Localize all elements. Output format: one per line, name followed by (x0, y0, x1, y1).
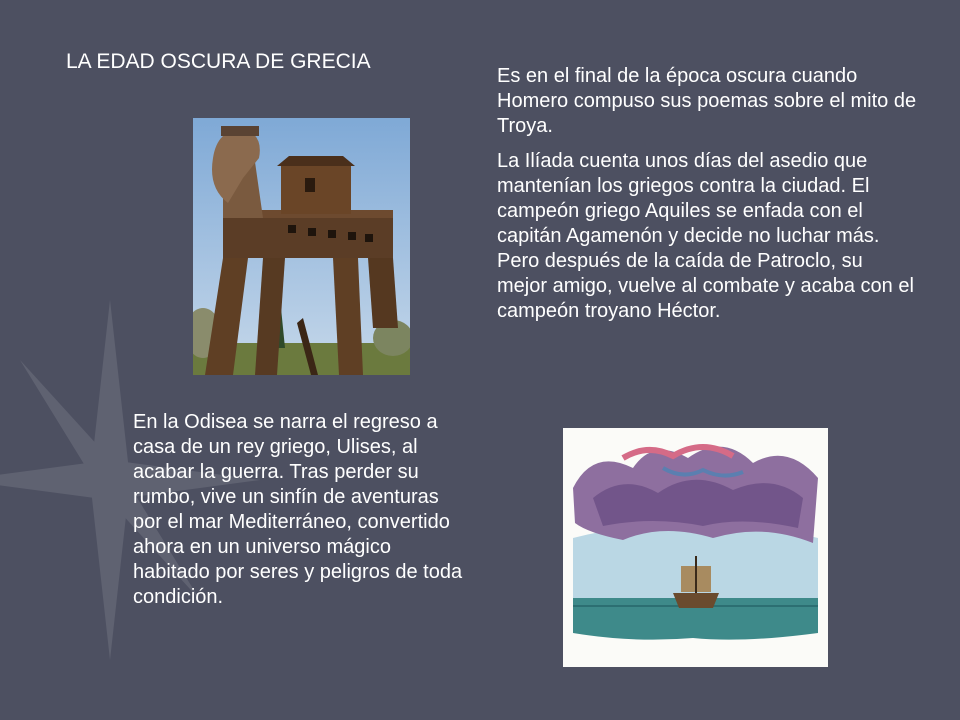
right-text-column (497, 64, 917, 334)
left-text-column (133, 410, 463, 610)
odyssey-paragraph: En la Odisea se narra el regreso a casa de un rey griego, Ulises, al acabar la guerra. Tras perder su rumbo, vive un sinfín de aventuras por el mar Mediterráneo, convertido ahora en un universo mágico habitado por seres y peligros de toda condición. (133, 411, 463, 608)
slide-title: LA EDAD OSCURA DE GRECIA (66, 50, 371, 73)
iliad-paragraph: La Ilíada cuenta unos días del asedio que mantenían los griegos contra la ciudad. El campeón griego Aquiles se enfada con el capitán Agamenón y decide no luchar más. Pero después de la caída de Patroclo, su mejor amigo, vuelve al combate y acaba con el campeón troyano Héctor. (497, 150, 914, 322)
homer-paragraph: Es en el final de la época oscura cuando Homero compuso sus poemas sobre el mito de Troya. (497, 65, 917, 137)
ship-storm-painting (563, 428, 828, 667)
trojan-horse-photo (193, 118, 410, 375)
